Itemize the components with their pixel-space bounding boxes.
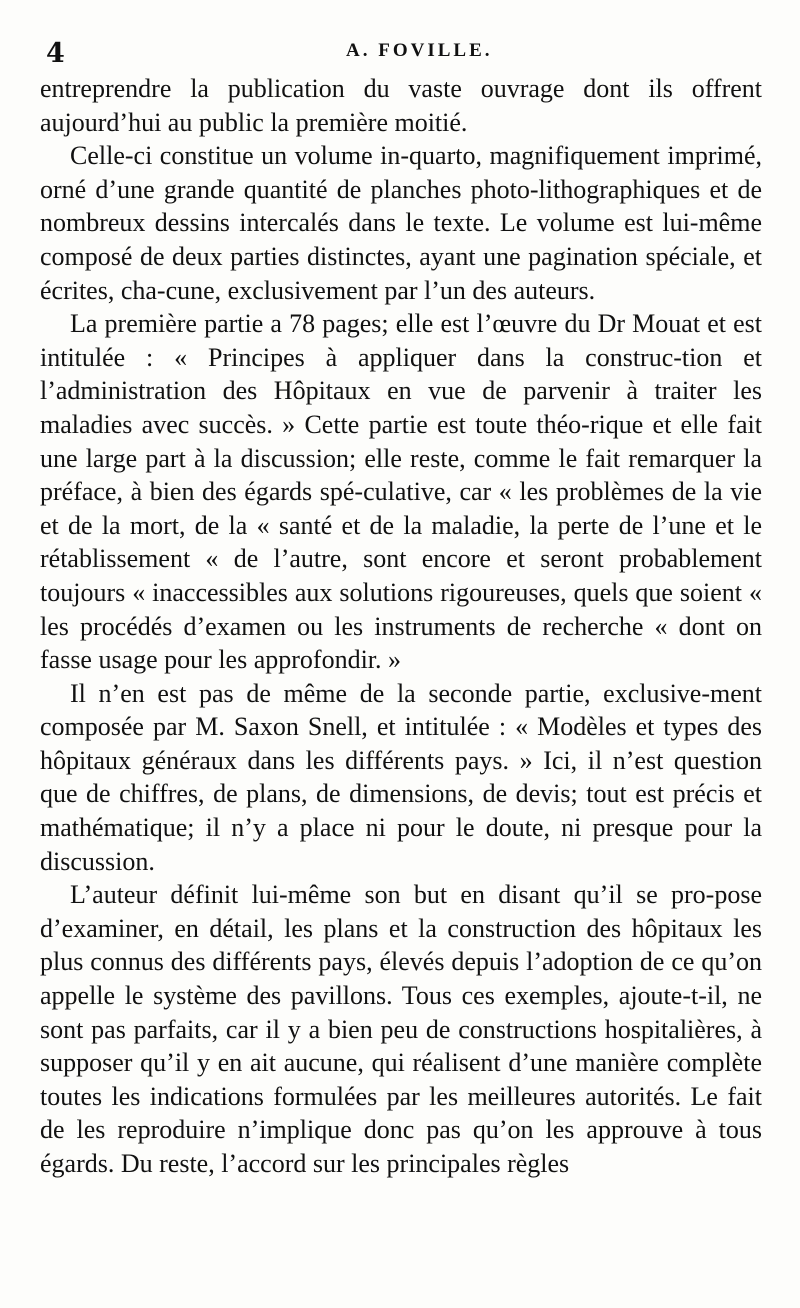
- page-number: 4: [46, 38, 65, 69]
- page-header: [46, 38, 760, 68]
- paragraph: Il n’en est pas de même de la seconde partie, exclusive-ment composée par M. Saxon Snell, et intitulée : « Modèles et types des hôpitaux généraux dans les différents pays. » Ici, il n’est question que de chiffres, de plans, de dimensions, de devis; tout est précis et mathématique; il n’y a place ni pour le doute, ni presque pour la discussion.: [40, 678, 762, 876]
- running-head: A. FOVILLE.: [346, 40, 493, 61]
- paragraph-continuation: entreprendre la publication du vaste ouvrage dont ils offrent aujourd’hui au public la première moitié.: [40, 74, 762, 137]
- paragraph: La première partie a 78 pages; elle est l’œuvre du Dr Mouat et est intitulée : « Principes à appliquer dans la construc-tion et l’administration des Hôpitaux en vue de parvenir à traiter les maladies avec succès. » Cette partie est toute théo-rique et elle fait une large part à la discussion; elle reste, comme le fait remarquer la préface, à bien des égards spé-culative, car « les problèmes de la vie et de la mort, de la « santé et de la maladie, la perte de l’une et le rétablissement « de l’autre, sont encore et seront probablement toujours « inaccessibles aux solutions rigoureuses, quels que soient « les procédés d’examen ou les instruments de recherche « dont on fasse usage pour les approfondir. »: [40, 309, 762, 675]
- paragraph: Celle-ci constitue un volume in-quarto, magnifiquement imprimé, orné d’une grande quantité de planches photo-lithographiques et de nombreux dessins intercalés dans le texte. Le volume est lui-même composé de deux parties distinctes, ayant une pagination spéciale, et écrites, cha-cune, exclusivement par l’un des auteurs.: [40, 141, 762, 305]
- paragraph: L’auteur définit lui-même son but en disant qu’il se pro-pose d’examiner, en détail, les plans et la construction des hôpitaux les plus connus des différents pays, élevés depuis l’adoption de ce qu’on appelle le système des pavillons. Tous ces exemples, ajoute-t-il, ne sont pas parfaits, car il y a bien peu de constructions hospitalières, à supposer qu’il y en ait aucune, qui réalisent d’une manière complète toutes les indications formulées par les meilleures autorités. Le fait de les reproduire n’implique donc pas qu’on les approuve à tous égards. Du reste, l’accord sur les principales règles: [40, 880, 762, 1178]
- body-text: [40, 72, 762, 1181]
